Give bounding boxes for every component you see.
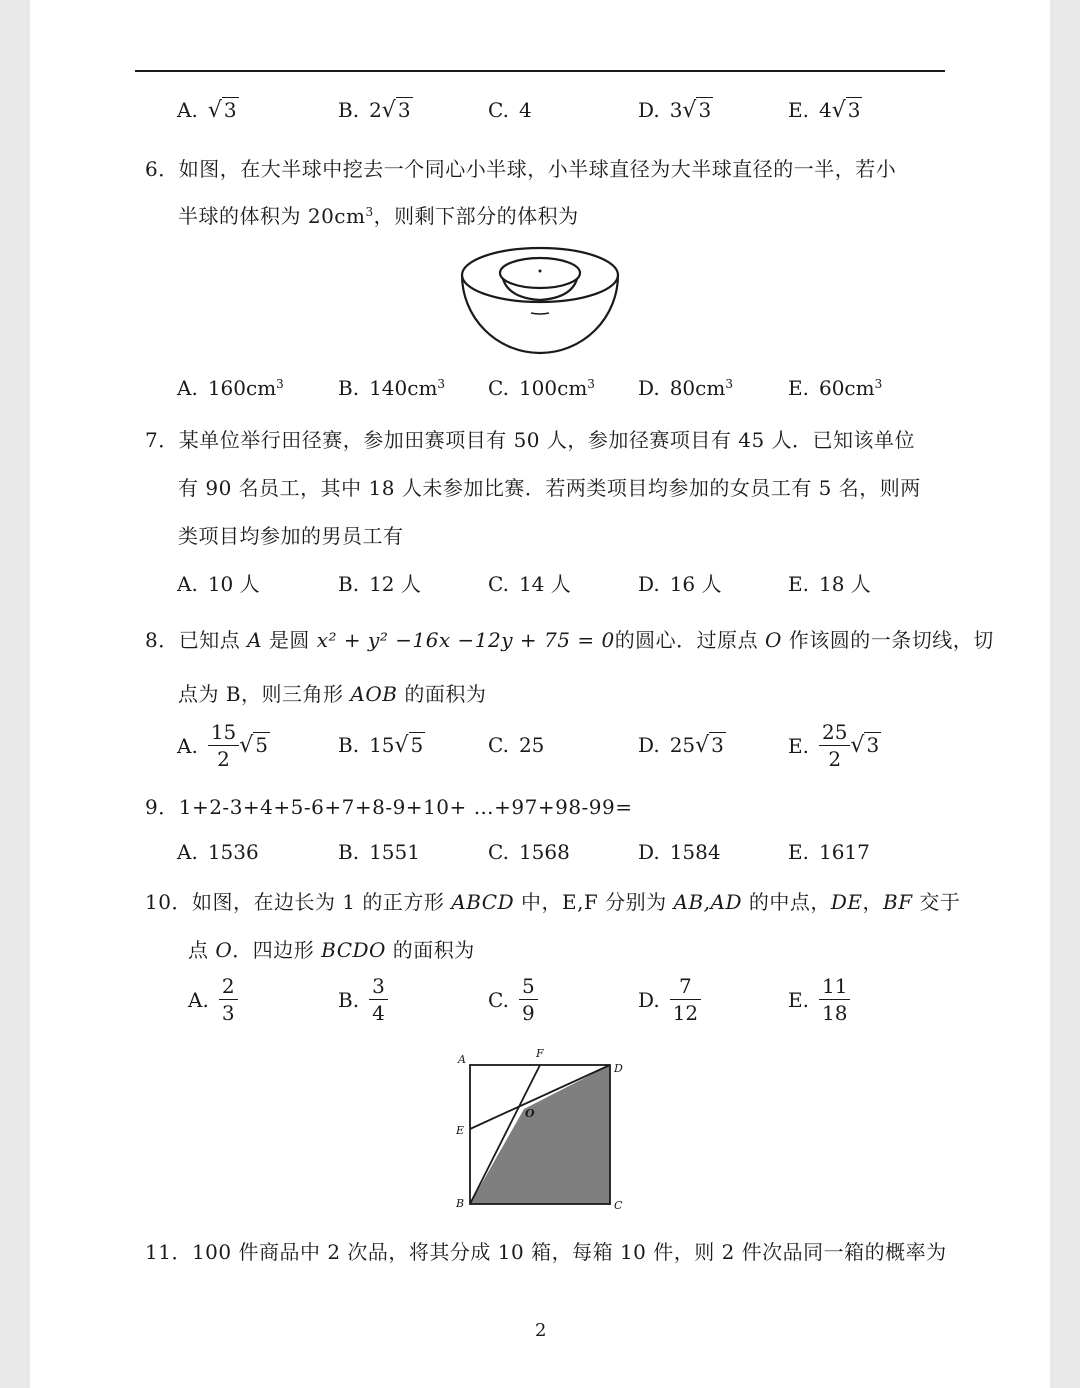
fraction: $\frac{11}{18}$ <box>819 976 850 1023</box>
q9-option-c: C. 1568 <box>488 840 570 864</box>
q6-stem-line2: 半球的体积为 $20cm^3$，则剩下部分的体积为 <box>178 204 579 228</box>
q7-option-c: C. 14 人 <box>488 572 571 596</box>
q7-stem-line2: 有 90 名员工，其中 18 人未参加比赛．若两类项目均参加的女员工有 5 名，则两 <box>178 476 921 500</box>
q8-stem-line1: 8．已知点 A 是圆 x² + y² −16x −12y + 75 = 0的圆心．过原点 O 作该圆的一条切线，切 <box>145 628 994 652</box>
q10-stem-line1: 10．如图，在边长为 1 的正方形 ABCD 中，E,F 分别为 AB,AD 的中点，DE，BF 交于 <box>145 890 961 914</box>
q5-option-a: A. √ 3 <box>177 98 237 123</box>
q6-option-e: E. $60cm^3$ <box>788 376 883 400</box>
q9-option-a: A. 1536 <box>177 840 259 864</box>
label-b: B <box>456 1197 465 1210</box>
q10-option-b: B. $\frac{3}{4}$ <box>338 976 388 1023</box>
q6-stem-line1: 6．如图，在大半球中挖去一个同心小半球，小半球直径为大半球直径的一半，若小 <box>145 157 897 181</box>
sqrt-symbol: √ 3 <box>207 98 237 123</box>
label-f: F <box>536 1047 544 1060</box>
q8-option-d: D. 25√ 3 <box>638 733 724 758</box>
q5-option-c: C. 4 <box>488 98 532 122</box>
q7-stem-line1: 7．某单位举行田径赛，参加田赛项目有 50 人，参加径赛项目有 45 人．已知该单位 <box>145 428 916 452</box>
sqrt-symbol: √ 3 <box>695 733 724 758</box>
q10-option-d: D. $\frac{7}{12}$ <box>638 976 701 1023</box>
sqrt-symbol: √ 5 <box>239 733 269 758</box>
fraction: $\frac{2}{3}$ <box>219 976 238 1023</box>
top-rule <box>135 70 945 72</box>
q8-option-e: E. $\frac{25}{2}$ √ 3 <box>788 720 880 771</box>
label-c: C <box>614 1199 623 1212</box>
label-d: D <box>614 1062 623 1075</box>
q7-option-e: E. 18 人 <box>788 572 871 596</box>
sqrt-symbol: √ 5 <box>394 733 424 758</box>
circle-equation: x² + y² −16x −12y + 75 = 0 <box>316 628 615 652</box>
fraction: $\frac{25}{2}$ <box>819 722 850 769</box>
q10-option-e: E. $\frac{11}{18}$ <box>788 976 850 1023</box>
label-o: O <box>525 1107 535 1120</box>
q8-stem-line2: 点为 B，则三角形 AOB 的面积为 <box>178 682 487 706</box>
fraction: $\frac{15}{2}$ <box>208 722 239 769</box>
q10-stem-line2: 点 O．四边形 BCDO 的面积为 <box>188 938 475 962</box>
hemisphere-bowl-figure <box>455 243 625 358</box>
q6-option-c: C. $100cm^3$ <box>488 376 595 400</box>
sqrt-symbol: √ 3 <box>831 98 861 123</box>
q10-option-c: C. $\frac{5}{9}$ <box>488 976 538 1023</box>
q6-option-b: B. $140cm^3$ <box>338 376 446 400</box>
q7-stem-line3: 类项目均参加的男员工有 <box>178 524 404 548</box>
q6-option-d: D. $80cm^3$ <box>638 376 733 400</box>
q8-option-a: A. $\frac{15}{2}$ √ 5 <box>177 720 269 771</box>
fraction: $\frac{5}{9}$ <box>519 976 538 1023</box>
q9-option-b: B. 1551 <box>338 840 420 864</box>
exam-page <box>30 0 1050 1388</box>
q5-option-e: E. 4√ 3 <box>788 98 861 123</box>
q10-option-a: A. $\frac{2}{3}$ <box>188 976 238 1023</box>
fraction: $\frac{3}{4}$ <box>369 976 388 1023</box>
q5-option-b: B. 2√ 3 <box>338 98 411 123</box>
q9-stem-line1: 9．1+2-3+4+5-6+7+8-9+10+ …+97+98-99= <box>145 795 633 819</box>
q8-option-c: C. 25 <box>488 733 545 757</box>
sqrt-symbol: √ 3 <box>850 733 880 758</box>
q7-option-a: A. 10 人 <box>177 572 260 596</box>
fraction: $\frac{7}{12}$ <box>670 976 701 1023</box>
q6-option-a: A. $160cm^3$ <box>177 376 284 400</box>
label-e: E <box>456 1124 465 1137</box>
q8-option-b: B. 15√ 5 <box>338 733 424 758</box>
shaded-region-bcdo <box>470 1065 610 1204</box>
sqrt-symbol: √ 3 <box>381 98 411 123</box>
q11-stem-line1: 11．100 件商品中 2 次品，将其分成 10 箱，每箱 10 件，则 2 件次品同一箱的概率为 <box>145 1240 947 1264</box>
q7-option-d: D. 16 人 <box>638 572 722 596</box>
q9-option-d: D. 1584 <box>638 840 721 864</box>
q7-option-b: B. 12 人 <box>338 572 421 596</box>
q5-option-d: D. 3√ 3 <box>638 98 712 123</box>
sqrt-symbol: √ 3 <box>682 98 712 123</box>
square-abcd-figure <box>448 1045 638 1215</box>
page-number: 2 <box>535 1320 547 1341</box>
q9-option-e: E. 1617 <box>788 840 870 864</box>
label-a: A <box>458 1053 466 1066</box>
